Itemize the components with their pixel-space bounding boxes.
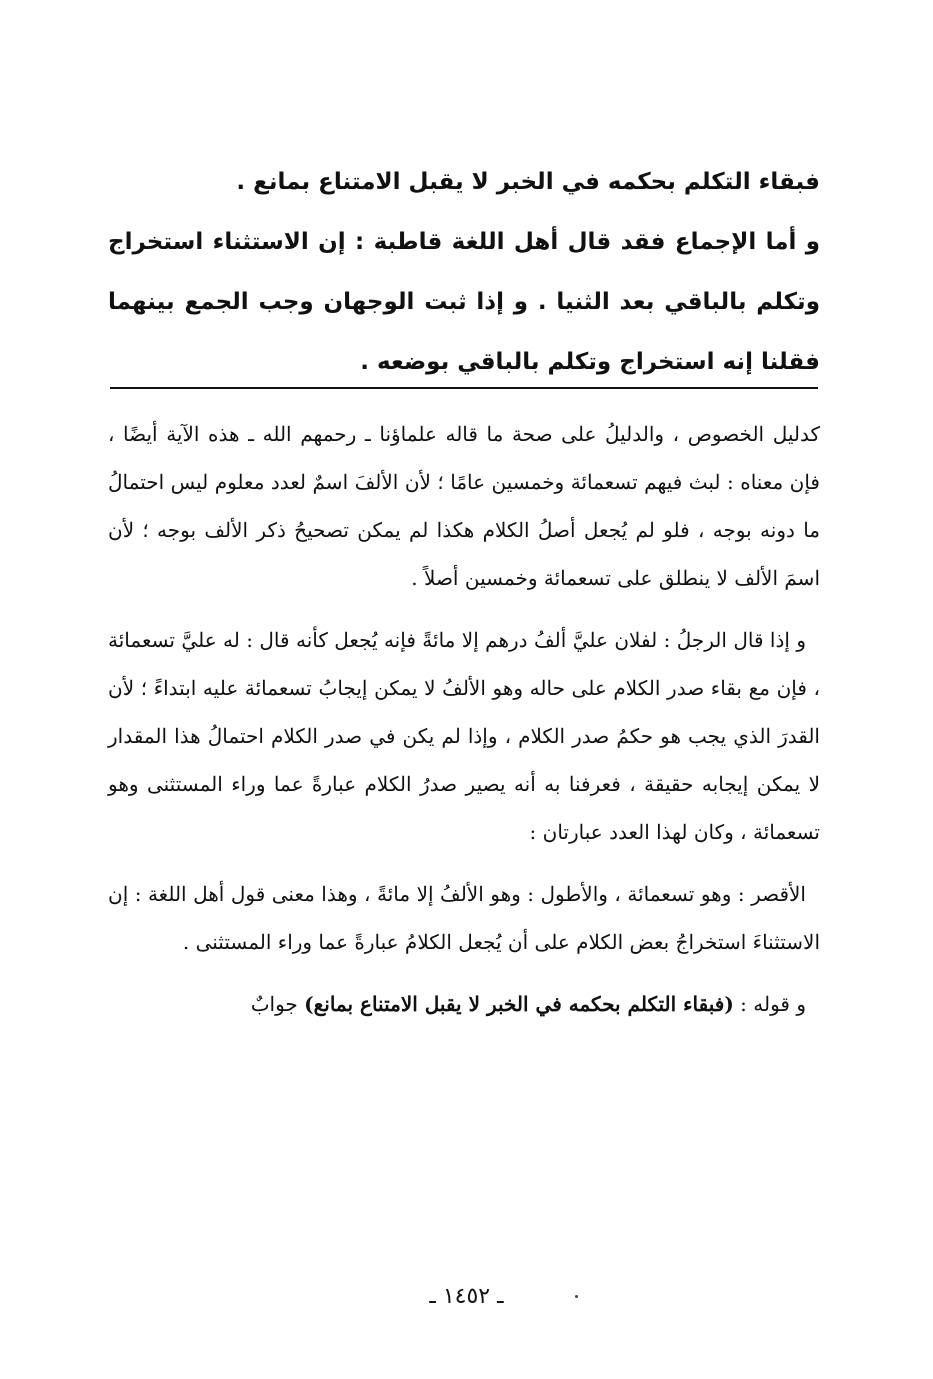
footnote-paragraph-1: كدليل الخصوص ، والدليلُ على صحة ما قاله علماؤنا ـ رحمهم الله ـ هذه الآية أيضًا ، فإن معناه : لبث فيهم تسعمائة وخمسين عامًا ؛ لأن الألفَ اسمٌ لعدد معلوم ليس احتمالُ ما دونه بوجه ، فلو لم يُجعل أصلُ الكلام هكذا لم يمكن تصحيحُ ذكر الألف بوجه ؛ لأن اسمَ الألف لا ينطلق على تسعمائة وخمسين أصلاً . [108,422,820,590]
main-text-block [108,152,820,392]
footnote-paragraph-4 [108,980,820,1028]
footnote-paragraph-3: الأقصر : وهو تسعمائة ، والأطول : وهو الألفُ إلا مائةً ، وهذا معنى قول أهل اللغة : إن الاستثناءَ استخراجُ بعض الكلام على أن يُجعل الكلامُ عبارةً عما وراء المستثنى . [108,882,820,954]
main-paragraph-2: و أما الإجماع فقد قال أهل اللغة قاطبة : إن الاستثناء استخراج وتكلم بالباقي بعد الثنيا . و إذا ثبت الوجهان وجب الجمع بينهما فقلنا إنه استخراج وتكلم بالباقي بوضعه . [108,229,820,375]
footnote-quoted-phrase: (فبقاء التكلم بحكمه في الخبر لا يقبل الامتناع بمانع) [304,992,734,1016]
footnote-separator-line [110,387,818,389]
page-number: ـ ١٤٥٢ ـ [429,1284,504,1309]
footnote-paragraph-4-suffix: جوابٌ [250,992,298,1016]
footnote-block [108,410,820,1042]
main-paragraph-1: فبقاء التكلم بحكمه في الخبر لا يقبل الامتناع بمانع . [236,169,820,195]
footnote-paragraph-2: و إذا قال الرجلُ : لفلان عليَّ ألفُ درهم إلا مائةً فإنه يُجعل كأنه قال : له عليَّ تسعمائة ، فإن مع بقاء صدر الكلام على حاله وهو الألفُ لا يمكن إيجابُ تسعمائة عليه ابتداءً ؛ لأن القدرَ الذي يجب هو حكمُ صدر الكلام ، وإذا لم يكن في صدر الكلام احتمالُ هذا المقدار لا يمكن إيجابه حقيقة ، فعرفنا به أنه يصير صدرُ الكلام عبارةً عما وراء المستثنى وهو تسعمائة ، وكان لهذا العدد عبارتان : [108,628,821,844]
footnote-paragraph-4-prefix: و قوله : [740,992,806,1016]
